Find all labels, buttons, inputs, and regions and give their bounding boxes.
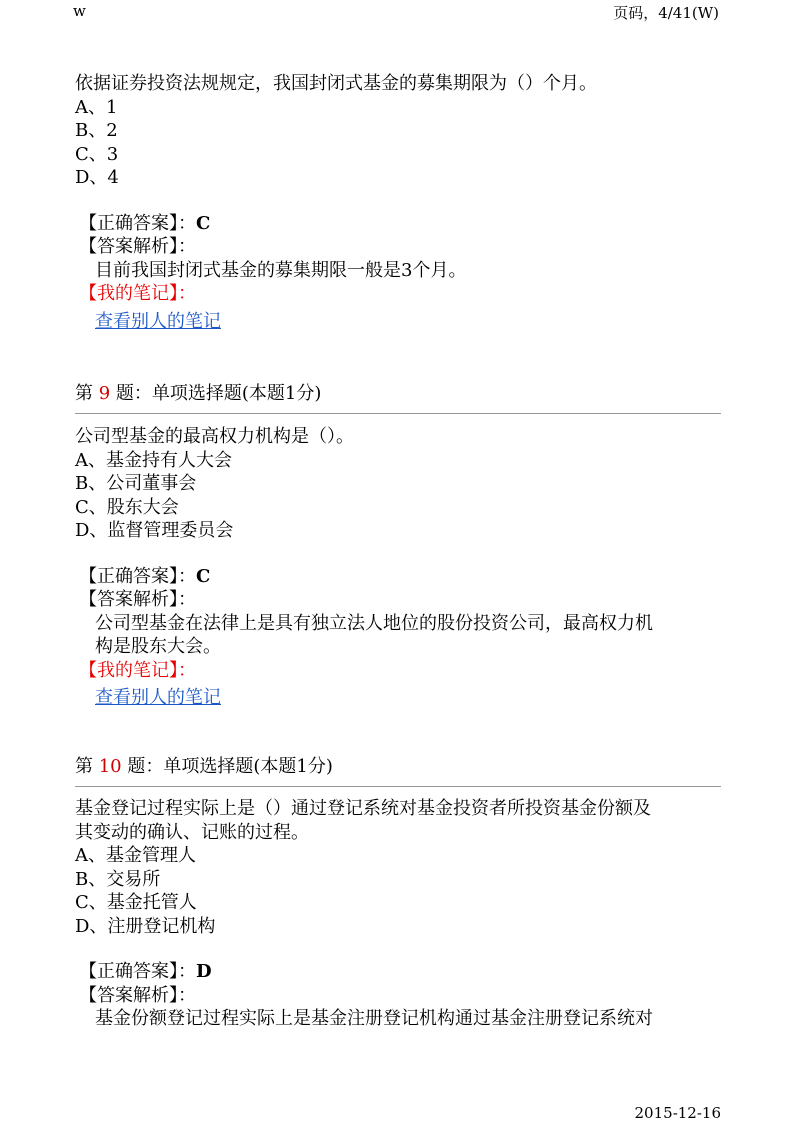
- view-others-notes-link[interactable]: 查看别人的笔记: [95, 687, 221, 708]
- option-a: A、1: [75, 96, 118, 118]
- option-d: D、4: [75, 167, 119, 188]
- explanation-text: 目前我国封闭式基金的募集期限一般是3个月。: [95, 259, 467, 281]
- question-10: [75, 797, 725, 1031]
- question-prefix: 第: [75, 756, 99, 777]
- correct-answer-value: D: [196, 961, 212, 982]
- explanation-label: 【答案解析】：: [79, 589, 196, 610]
- explanation-text-line1: 公司型基金在法律上是具有独立法人地位的股份投资公司，最高权力机: [95, 612, 653, 634]
- option-c: C、基金托管人: [75, 892, 197, 913]
- correct-answer-label: 【正确答案】：: [79, 212, 196, 234]
- correct-answer-value: C: [196, 212, 211, 234]
- question-9: [75, 425, 725, 710]
- correct-answer-value: C: [196, 565, 211, 587]
- header-left-text: w: [73, 2, 86, 20]
- page-number: 页码，4/41(W): [613, 4, 719, 22]
- question-9-header: [75, 382, 321, 405]
- question-prefix: 第: [75, 383, 99, 404]
- question-stem-line1: 基金登记过程实际上是（）通过登记系统对基金投资者所投资基金份额及: [75, 798, 651, 819]
- my-notes-label: 【我的笔记】：: [79, 659, 196, 681]
- option-b: B、公司董事会: [75, 473, 197, 494]
- divider: [75, 413, 721, 414]
- correct-answer-label: 【正确答案】：: [79, 565, 196, 587]
- explanation-label: 【答案解析】：: [79, 236, 196, 257]
- option-a: A、基金持有人大会: [75, 449, 232, 471]
- question-stem: 依据证券投资法规规定，我国封闭式基金的募集期限为（）个月。: [75, 73, 597, 94]
- option-b: B、2: [75, 120, 118, 141]
- option-d: D、监督管理委员会: [75, 520, 234, 541]
- question-number: 9: [98, 383, 111, 404]
- question-10-header: [75, 755, 333, 778]
- correct-answer: [75, 212, 725, 236]
- option-d: D、注册登记机构: [75, 915, 216, 937]
- question-number: 10: [98, 756, 122, 777]
- option-c: C、股东大会: [75, 496, 179, 518]
- footer-date: 2015-12-16: [634, 1104, 721, 1122]
- explanation-label: 【答案解析】：: [79, 984, 196, 1006]
- explanation-text: 基金份额登记过程实际上是基金注册登记机构通过基金注册登记系统对: [95, 1008, 653, 1029]
- option-c: C、3: [75, 143, 119, 165]
- correct-answer: [75, 960, 725, 984]
- question-stem: 公司型基金的最高权力机构是（）。: [75, 426, 354, 447]
- correct-answer-label: 【正确答案】：: [79, 961, 196, 982]
- question-type: 题：单项选择题(本题1分): [121, 756, 333, 777]
- view-others-notes-link[interactable]: 查看别人的笔记: [95, 310, 221, 332]
- correct-answer: [75, 565, 725, 589]
- question-type: 题：单项选择题(本题1分): [110, 383, 322, 404]
- option-b: B、交易所: [75, 868, 161, 890]
- question-stem-line2: 其变动的确认、记账的过程。: [75, 821, 309, 843]
- question-8: [75, 72, 725, 333]
- explanation-text-line2: 构是股东大会。: [95, 636, 221, 657]
- option-a: A、基金管理人: [75, 845, 196, 866]
- divider: [75, 786, 721, 787]
- my-notes-label: 【我的笔记】：: [79, 283, 196, 304]
